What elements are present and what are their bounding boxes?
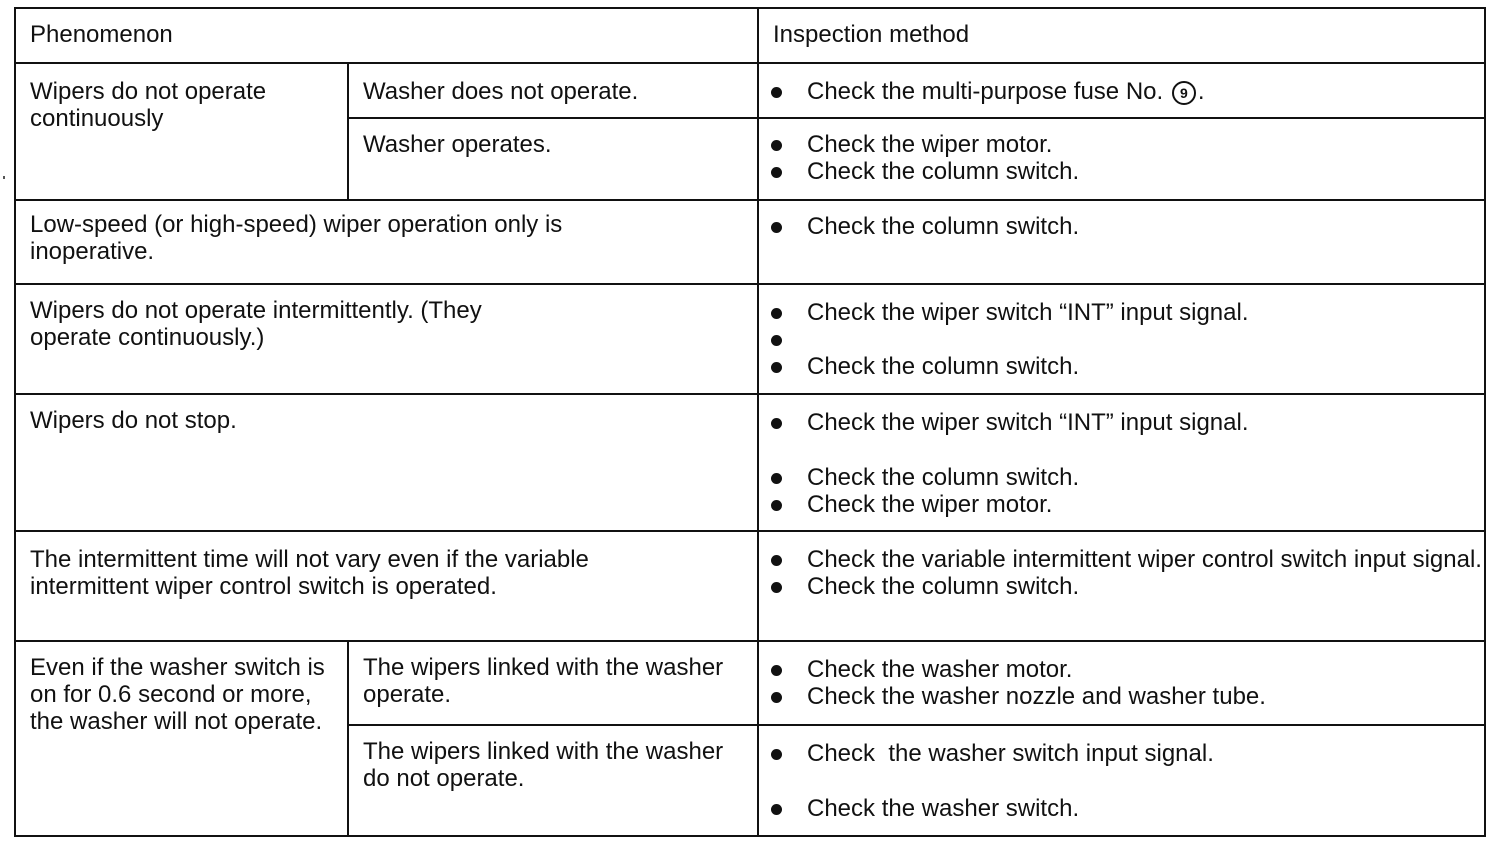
check-text: Check the variable intermittent wiper control switch input signal. xyxy=(807,546,1482,573)
condition-text: The wipers linked with the washer operate. xyxy=(363,654,724,708)
check-list xyxy=(759,726,1484,822)
table-row xyxy=(15,394,1485,531)
inspection-cell xyxy=(758,531,1485,641)
check-item xyxy=(759,740,1484,767)
bullet-icon xyxy=(771,362,782,373)
check-list xyxy=(759,642,1484,710)
inspection-cell xyxy=(758,284,1485,394)
fuse-suffix: . xyxy=(1197,78,1205,105)
check-text: Check the column switch. xyxy=(807,158,1080,185)
phenomenon-cell xyxy=(15,641,348,836)
inspection-cell xyxy=(758,118,1485,200)
bullet-icon xyxy=(771,473,782,484)
bullet-icon xyxy=(771,222,782,233)
check-item xyxy=(759,213,1484,240)
check-item xyxy=(759,158,1484,185)
check-text: Check the washer switch. xyxy=(807,795,1080,822)
scan-speck xyxy=(3,176,5,179)
phenomenon-header-text: Phenomenon xyxy=(30,21,173,48)
header-row xyxy=(15,8,1485,63)
inspection-header-text: Inspection method xyxy=(773,21,970,48)
phenomenon-cell xyxy=(15,531,758,641)
condition-text: The wipers linked with the washer do not operate. xyxy=(363,738,724,792)
table-row xyxy=(15,63,1485,118)
phenomenon-header xyxy=(15,8,758,63)
inspection-cell xyxy=(758,725,1485,836)
bullet-icon xyxy=(771,308,782,319)
check-list xyxy=(759,395,1484,518)
bullet-icon xyxy=(771,140,782,151)
check-item xyxy=(759,573,1484,600)
bullet-icon xyxy=(771,167,782,178)
troubleshooting-table xyxy=(14,7,1486,837)
check-item xyxy=(759,683,1484,710)
check-item xyxy=(759,464,1484,491)
inspection-cell xyxy=(758,63,1485,118)
check-text: Check the wiper motor. xyxy=(807,491,1053,518)
table-row xyxy=(15,200,1485,284)
check-text: Check the wiper switch “INT” input signal. xyxy=(807,299,1249,326)
condition-cell xyxy=(348,641,758,725)
condition-cell xyxy=(348,725,758,836)
phenomenon-cell xyxy=(15,284,758,394)
condition-cell xyxy=(348,118,758,200)
check-item xyxy=(759,78,1484,105)
check-item xyxy=(759,326,1484,353)
bullet-icon xyxy=(771,335,782,346)
phenomenon-text: Wipers do not operate continuously xyxy=(30,78,267,132)
phenomenon-text: The intermittent time will not vary even if the variable intermittent wiper control switch is operated. xyxy=(30,546,589,600)
phenomenon-text: Low-speed (or high-speed) wiper operation only is inoperative. xyxy=(30,211,563,265)
table-row xyxy=(15,641,1485,725)
check-item xyxy=(759,491,1484,518)
check-text: Check the wiper switch “INT” input signal. xyxy=(807,409,1249,436)
check-item xyxy=(759,795,1484,822)
inspection-cell xyxy=(758,641,1485,725)
condition-cell xyxy=(348,63,758,118)
check-text: Check the column switch. xyxy=(807,464,1080,491)
bullet-icon xyxy=(771,418,782,429)
check-text: Check the washer motor. xyxy=(807,656,1073,683)
condition-text: Washer operates. xyxy=(363,131,552,158)
check-item xyxy=(759,299,1484,326)
check-item xyxy=(759,131,1484,158)
phenomenon-text: Even if the washer switch is on for 0.6 second or more, the washer will not operate. xyxy=(30,654,325,735)
condition-text: Washer does not operate. xyxy=(363,78,639,105)
fuse-number-circle: 9 xyxy=(1172,81,1196,105)
check-list xyxy=(759,285,1484,380)
check-text: Check the washer nozzle and washer tube. xyxy=(807,683,1266,710)
check-list xyxy=(759,201,1484,240)
check-item xyxy=(759,353,1484,380)
check-text: Check the column switch. xyxy=(807,353,1080,380)
inspection-header xyxy=(758,8,1485,63)
check-list xyxy=(759,64,1484,105)
phenomenon-cell xyxy=(15,63,348,200)
bullet-icon xyxy=(771,582,782,593)
phenomenon-cell xyxy=(15,200,758,284)
bullet-icon xyxy=(771,804,782,815)
phenomenon-text: Wipers do not operate intermittently. (They operate continuously.) xyxy=(30,297,482,351)
check-text: Check the column switch. xyxy=(807,573,1080,600)
phenomenon-text: Wipers do not stop. xyxy=(30,407,237,434)
inspection-cell xyxy=(758,200,1485,284)
check-item xyxy=(759,656,1484,683)
bullet-icon xyxy=(771,555,782,566)
check-text: Check the washer switch input signal. xyxy=(807,740,1214,767)
table-row xyxy=(15,531,1485,641)
check-item xyxy=(759,546,1484,573)
check-item xyxy=(759,409,1484,436)
check-list xyxy=(759,532,1484,600)
bullet-icon xyxy=(771,500,782,511)
check-text: Check the wiper motor. xyxy=(807,131,1053,158)
bullet-icon xyxy=(771,87,782,98)
check-text: Check the multi-purpose fuse No. xyxy=(807,78,1164,105)
check-list xyxy=(759,119,1484,185)
phenomenon-cell xyxy=(15,394,758,531)
table-row xyxy=(15,284,1485,394)
inspection-cell xyxy=(758,394,1485,531)
bullet-icon xyxy=(771,692,782,703)
bullet-icon xyxy=(771,665,782,676)
bullet-icon xyxy=(771,749,782,760)
check-text: Check the column switch. xyxy=(807,213,1080,240)
